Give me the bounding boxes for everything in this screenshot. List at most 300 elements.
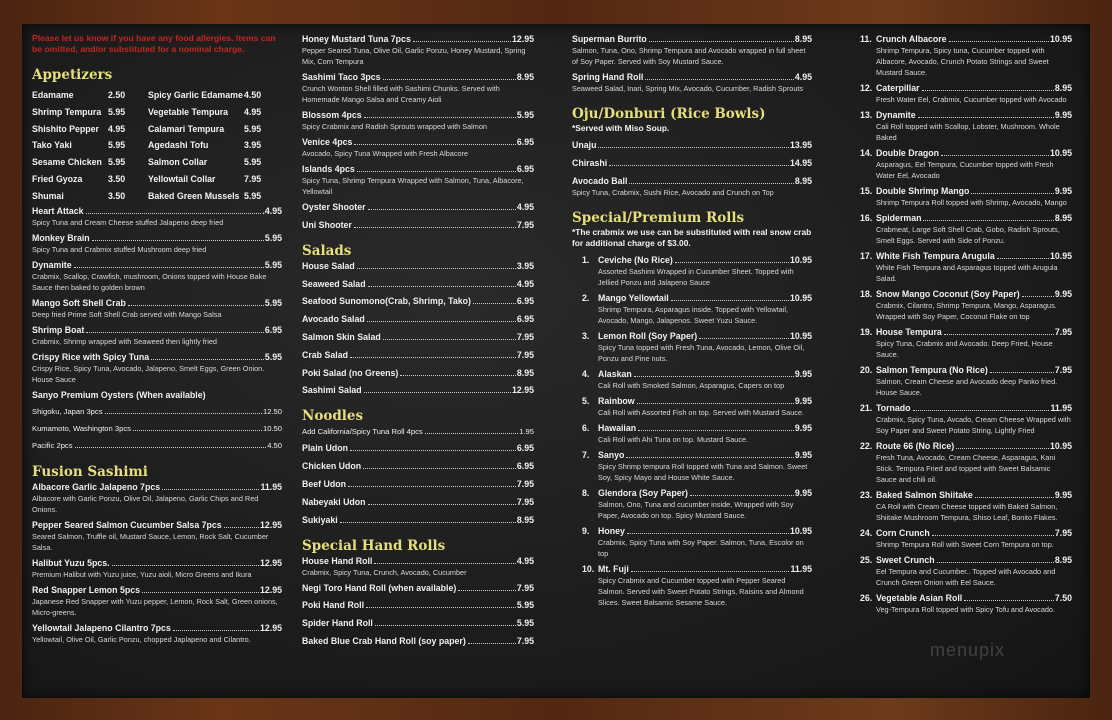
item-name: Negi Toro Hand Roll (when available) — [302, 582, 457, 593]
item-price: 6.95 — [264, 324, 282, 335]
item-price: 2.50 — [108, 90, 126, 100]
item-description: Spicy Crabmix and Cucumber topped with Pepper Seared Salmon. Served with Sweet Potato Strings, Raisins and Almond Slices. Sweet Balsamic Sesame Sauce. — [598, 575, 804, 607]
item-price: 10.95 — [1049, 34, 1072, 44]
item-price: 12.95 — [259, 557, 282, 568]
item-number: 21. — [860, 403, 873, 413]
dot-leader — [627, 533, 789, 534]
dot-leader — [367, 321, 516, 322]
item-title-row — [876, 82, 1072, 94]
item-number: 1. — [582, 254, 590, 265]
menu-item — [850, 82, 1072, 105]
item-price: 12.95 — [511, 34, 534, 44]
item-title-row — [876, 185, 1072, 197]
item-name: Blossom 4pcs — [302, 110, 362, 120]
item-name: Sanyo Premium Oysters (When available) — [32, 389, 206, 400]
item-title-row — [876, 147, 1072, 159]
item-name: Shrimp Boat — [32, 324, 85, 335]
item-name: Nabeyaki Udon — [302, 496, 366, 507]
item-price: 8.95 — [1054, 555, 1072, 565]
menu-item — [32, 584, 282, 618]
item-price: 6.95 — [516, 314, 534, 325]
item-name: Shumai — [32, 190, 64, 201]
menu-item — [32, 351, 282, 385]
item-name: Yellowtail Collar — [148, 173, 216, 184]
item-name: Ceviche (No Rice) — [598, 254, 673, 265]
menu-item — [32, 297, 282, 320]
item-price: 9.95 — [794, 368, 812, 379]
item-body — [598, 330, 812, 364]
item-price: 7.95 — [516, 331, 534, 342]
item-body — [876, 33, 1072, 78]
item-description: Salmon, Tuna, Ono, Shrimp Tempura and Avocado wrapped in full sheet of Soy Paper. Served with Soy Mustard Sauce. — [572, 46, 806, 66]
item-description: Spicy Crabmix and Radish Sprouts wrapped with Salmon — [302, 122, 487, 131]
item-body — [876, 592, 1072, 615]
section-heading: Noodles — [302, 408, 364, 425]
menu-item — [32, 519, 282, 553]
item-title-row — [32, 324, 282, 336]
menu-item — [572, 71, 812, 94]
section-heading: Oju/Donburi (Rice Bowls) — [572, 106, 766, 122]
menu-item — [302, 331, 534, 343]
item-title-row — [598, 254, 812, 266]
dot-leader — [949, 41, 1049, 42]
item-title-row — [302, 635, 534, 647]
dot-leader — [944, 334, 1054, 335]
item-body — [598, 368, 812, 391]
item-name: House Hand Roll — [302, 555, 373, 566]
menu-item — [302, 617, 534, 629]
menu-item — [302, 460, 534, 472]
item-price: 5.95 — [108, 157, 126, 168]
item-number: 5. — [582, 395, 590, 406]
item-description: Veg-Tempura Roll topped with Spicy Tofu and Avocado. — [876, 605, 1056, 614]
item-title-row — [572, 157, 812, 169]
dot-leader — [458, 590, 516, 591]
item-name: Baked Blue Crab Hand Roll (soy paper) — [302, 635, 466, 646]
dot-leader — [918, 117, 1054, 118]
allergy-notice: Please let us know if you have any food allergies. Items can be omitted, and/or substituted for a nominal charge. — [32, 33, 276, 54]
item-number: 17. — [860, 251, 873, 261]
dot-leader — [128, 305, 264, 306]
item-body — [876, 554, 1072, 588]
item-body — [876, 212, 1072, 246]
item-price: 5.95 — [264, 297, 282, 308]
item-title-row — [32, 584, 282, 596]
item-description: White Fish Tempura and Asparagus topped with Arugula Salad. — [876, 263, 1058, 283]
item-price: 3.50 — [108, 173, 126, 184]
item-price: 12.95 — [259, 519, 282, 530]
item-price: 5.95 — [516, 600, 534, 611]
section-note: *Served with Miso Soup. — [572, 123, 670, 133]
dot-leader — [609, 165, 789, 166]
item-price: 9.95 — [794, 422, 812, 433]
item-title-row — [32, 232, 282, 244]
dot-leader — [932, 535, 1054, 536]
item-price: 12.95 — [259, 622, 282, 633]
menu-item — [572, 157, 812, 169]
item-name: Pepper Seared Salmon Cucumber Salsa 7pcs — [32, 519, 222, 530]
item-name: Albacore Garlic Jalapeno 7pcs — [32, 481, 161, 492]
item-name: Halibut Yuzu 5pcs. — [32, 557, 110, 568]
menu-item — [32, 557, 282, 580]
item-name: Baked Salmon Shiitake — [876, 490, 973, 500]
item-name: Crab Salad — [302, 349, 348, 360]
item-price: 8.95 — [516, 514, 534, 525]
item-description: Shrimp Tempura, Spicy tuna, Cucumber topped with Albacore, Avocado, Crunch Potato Strings and Sweet Mustard Sauce. — [876, 46, 1049, 77]
item-description: Crispy Rice, Spicy Tuna, Avocado, Jalapeno, Smelt Eggs, Green Onion. House Sauce — [32, 363, 265, 384]
item-description: Seaweed Salad, Inari, Spring Mix, Avocado, Cucumber, Radish Sprouts — [572, 84, 804, 93]
item-price: 5.95 — [516, 110, 534, 120]
item-price: 12.95 — [511, 385, 534, 396]
item-price: 14.95 — [789, 157, 812, 168]
menu-item — [572, 139, 812, 151]
item-description: Crabmix, Spicy Tuna, Avcado, Cream Cheese Wrapped with Soy Paper and Sweet Potato String, Lightly Fried — [876, 415, 1071, 435]
item-name: Mango Yellowtail — [598, 292, 669, 303]
item-title-row — [598, 563, 812, 575]
dot-leader — [964, 600, 1054, 601]
item-price: 7.95 — [516, 478, 534, 489]
dot-leader — [86, 332, 264, 333]
item-description: Fresh Tuna, Avocado, Cream Cheese, Asparagus, Kani Stick. Tempura Fried and topped with Sweet Balsamic Sauce and chili oil. — [876, 453, 1056, 484]
item-description: Shrimp Tempura Roll with Sweet Corn Tempura on top. — [876, 540, 1054, 549]
item-name: Sanyo — [598, 449, 625, 460]
item-number: 11. — [860, 34, 872, 44]
item-price: 4.95 — [244, 106, 262, 117]
item-name: Salmon Skin Salad — [302, 331, 381, 342]
item-name: Baked Green Mussels — [148, 190, 240, 201]
item-name: Double Shrimp Mango — [876, 186, 970, 196]
item-price: 9.95 — [794, 487, 812, 498]
item-title-row — [876, 440, 1072, 452]
item-price: 3.50 — [108, 190, 126, 201]
menu-item — [572, 487, 812, 521]
item-body — [876, 527, 1072, 550]
dot-leader — [626, 457, 793, 458]
item-name: Vegetable Asian Roll — [876, 593, 963, 603]
item-price: 4.95 — [108, 123, 126, 134]
item-title-row — [302, 425, 534, 438]
dot-leader — [425, 433, 519, 434]
item-number: 9. — [582, 525, 590, 536]
dot-leader — [629, 183, 793, 184]
menu-item — [32, 481, 282, 515]
item-body — [876, 489, 1072, 523]
menu-item — [850, 288, 1072, 322]
menu-item — [572, 449, 812, 483]
item-price: 4.50 — [267, 440, 282, 450]
item-name: Shishito Pepper — [32, 123, 99, 134]
section-note: *The crabmix we use can be substituted with real snow crab for additional charge of $3.00. — [572, 226, 812, 248]
item-title-row — [302, 278, 534, 290]
item-description: Spicy Tuna, Crabmix and Avocado. Deep Fried, House Sauce. — [876, 339, 1053, 359]
item-title-row — [876, 554, 1072, 566]
menu-item — [302, 635, 534, 647]
item-description: Premium Halibut with Yuzu juice, Yuzu aioli, Micro Greens and Ikura — [32, 569, 252, 579]
item-price: 3.95 — [516, 260, 534, 271]
menu-item — [302, 136, 534, 159]
item-title-row — [876, 250, 1072, 262]
item-price: 8.95 — [794, 34, 812, 44]
item-description: Cali Roll topped with Scallop, Lobster, Mushroom. Whole Baked — [876, 122, 1060, 142]
item-title-row — [572, 33, 812, 45]
menu-item — [850, 185, 1072, 208]
menu-item — [302, 33, 534, 67]
menu-item — [302, 496, 534, 508]
menu-item — [32, 232, 282, 255]
item-title-row — [302, 219, 534, 231]
item-title-row — [32, 622, 282, 634]
dot-leader — [638, 430, 794, 431]
item-description: Spicy Tuna, Shrimp Tempura Wrapped with Salmon, Tuna, Albacore, Yellowtail — [302, 176, 524, 196]
item-price: 5.95 — [264, 351, 282, 362]
item-price: 11.95 — [790, 563, 812, 574]
item-title-row — [32, 297, 282, 309]
item-name: Unaju — [572, 140, 597, 150]
item-name: Heart Attack — [32, 205, 84, 216]
item-title-row — [598, 487, 812, 499]
item-name: Chicken Udon — [302, 461, 362, 472]
dot-leader — [997, 258, 1049, 259]
item-title-row — [598, 449, 812, 461]
menu-item — [302, 599, 534, 611]
menu-subitem — [32, 439, 282, 452]
item-name: House Salad — [302, 260, 355, 271]
dot-leader — [86, 213, 262, 214]
item-name: Sesame Chicken — [32, 157, 102, 168]
item-price: 6.95 — [516, 164, 534, 174]
item-number: 3. — [582, 330, 590, 341]
menu-item — [302, 201, 534, 213]
item-description: Spicy Tuna and Crabmix stuffed Mushroom deep fried — [32, 244, 207, 254]
item-number: 16. — [860, 213, 873, 223]
item-price: 9.95 — [1054, 110, 1072, 120]
item-title-row — [598, 525, 812, 537]
item-name: Fried Gyoza — [32, 173, 83, 184]
item-name: Poki Hand Roll — [302, 600, 365, 611]
item-price: 5.95 — [516, 618, 534, 629]
item-title-row — [302, 295, 534, 307]
item-title-row — [302, 460, 534, 472]
item-name: Tako Yaki — [32, 140, 72, 151]
item-title-row — [302, 260, 534, 272]
item-name: Sweet Crunch — [876, 555, 935, 565]
dot-leader — [631, 571, 790, 572]
menu-item — [850, 33, 1072, 78]
item-number: 22. — [860, 441, 873, 451]
item-price: 1.95 — [519, 427, 534, 437]
menu-item — [572, 525, 812, 559]
item-name: Sashimi Salad — [302, 385, 362, 396]
item-name: House Tempura — [876, 327, 942, 337]
item-title-row — [876, 288, 1072, 300]
item-title-row — [598, 292, 812, 304]
menu-item — [302, 582, 534, 594]
dot-leader — [74, 267, 264, 268]
menu-column-4 — [850, 33, 1072, 619]
item-description: Cali Roll with Smoked Salmon, Asparagus, Capers on top — [598, 380, 785, 390]
item-title-row — [876, 402, 1072, 414]
dot-leader — [92, 240, 264, 241]
item-price: 12.50 — [262, 406, 282, 416]
item-name: Avocado Salad — [302, 314, 365, 325]
item-description: Crabmeat, Large Soft Shell Crab, Gobo, Radish Sprouts, Smelt Eggs. Served with Side of Ponzu. — [876, 225, 1060, 245]
dot-leader — [699, 338, 789, 339]
item-price: 4.95 — [794, 72, 812, 82]
item-number: 18. — [860, 289, 873, 299]
item-price: 5.95 — [108, 140, 126, 151]
item-name: Hawaiian — [598, 422, 637, 433]
dot-leader — [1022, 296, 1054, 297]
item-description: Spicy Tuna topped with Fresh Tuna, Avocado, Lemon, Olive Oil, Ponzu and Pine nuts. — [598, 342, 805, 363]
item-price: 9.95 — [1054, 289, 1072, 299]
item-description: Seared Salmon, Truffle oil, Mustard Sauce, Lemon, Rock Salt, Cucumber Salsa. — [32, 531, 269, 552]
dot-leader — [133, 430, 262, 431]
item-description: Asparagus, Eel Tempura, Cucumber topped with Fresh Water Eel, Avocado — [876, 160, 1054, 180]
menu-item — [572, 395, 812, 418]
item-name: Tornado — [876, 403, 911, 413]
item-price: 7.95 — [516, 349, 534, 360]
item-price: 9.95 — [794, 449, 812, 460]
item-title-row — [302, 478, 534, 490]
item-name: Plain Udon — [302, 443, 348, 454]
item-price: 6.95 — [516, 443, 534, 454]
menu-item — [572, 330, 812, 364]
item-title-row — [32, 422, 282, 435]
dot-leader — [364, 117, 516, 118]
item-body — [876, 364, 1072, 398]
menu-subitem — [32, 405, 282, 418]
item-name: Vegetable Tempura — [148, 106, 229, 117]
item-title-row — [876, 527, 1072, 539]
menu-item — [32, 389, 282, 401]
dot-leader — [990, 372, 1054, 373]
item-price: 5.95 — [264, 232, 282, 243]
item-number: 6. — [582, 422, 590, 433]
item-price: 5.95 — [264, 259, 282, 270]
item-name: Monkey Brain — [32, 232, 90, 243]
menu-item — [302, 555, 534, 578]
item-price: 6.95 — [516, 461, 534, 472]
item-price: 5.95 — [244, 190, 262, 201]
dot-leader — [400, 375, 516, 376]
item-title-row — [302, 331, 534, 343]
section-heading: Special Hand Rolls — [302, 537, 446, 554]
item-description: Salmon, Cream Cheese and Avocado deep Panko fried. House Sauce. — [876, 377, 1058, 397]
item-price: 4.95 — [516, 278, 534, 289]
item-price: 6.95 — [516, 296, 534, 307]
item-price: 7.95 — [516, 582, 534, 593]
dot-leader — [375, 625, 516, 626]
dot-leader — [366, 607, 516, 608]
item-price: 10.95 — [1049, 441, 1072, 451]
item-name: Oyster Shooter — [302, 202, 366, 212]
menupix-watermark: menupix — [930, 640, 1006, 660]
menu-item — [32, 259, 282, 293]
dot-leader — [75, 447, 267, 448]
menu-item — [572, 292, 812, 326]
menu-item — [850, 364, 1072, 398]
item-name: Caterpillar — [876, 83, 920, 93]
item-description: Spicy Shrimp tempura Roll topped with Tuna and Salmon. Sweet Soy, Spicy Mayo and House White Sauce. — [598, 461, 808, 482]
menu-item — [302, 109, 534, 132]
item-body — [876, 288, 1072, 322]
item-name: Seaweed Salad — [302, 278, 366, 289]
item-number: 4. — [582, 368, 590, 379]
dot-leader — [923, 220, 1053, 221]
item-title-row — [598, 368, 812, 380]
menu-column-1 — [32, 33, 282, 649]
item-description: Assorted Sashimi Wrapped in Cucumber Sheet. Topped with Jellied Ponzu and Jalapeno Sauce — [598, 266, 794, 287]
item-description: Crabmix, Spicy Tuna with Soy Paper. Salmon, Tuna, Escolor on top — [598, 537, 804, 558]
item-title-row — [32, 259, 282, 271]
item-description: Crabmix, Spicy Tuna, Crunch, Avocado, Cucumber — [302, 567, 467, 577]
item-description: Fresh Water Eel, Crabmix, Cucumber topped with Avocado — [876, 95, 1067, 104]
item-body — [598, 254, 812, 288]
item-description: Cali Roll with Assorted Fish on top. Served with Mustard Sauce. — [598, 407, 805, 417]
item-title-row — [32, 481, 282, 493]
item-price: 7.95 — [244, 173, 262, 184]
item-price: 5.95 — [244, 157, 262, 168]
item-price: 7.95 — [516, 635, 534, 646]
item-name: Double Dragon — [876, 148, 940, 158]
item-name: Route 66 (No Rice) — [876, 441, 955, 451]
item-title-row — [302, 136, 534, 148]
item-price: 3.95 — [244, 140, 262, 151]
item-body — [598, 449, 812, 483]
item-number: 2. — [582, 292, 590, 303]
item-body — [598, 395, 812, 418]
item-name: Seafood Sunomono(Crab, Shrimp, Tako) — [302, 296, 471, 307]
menu-subitem — [32, 422, 282, 435]
menu-item — [572, 422, 812, 445]
item-price: 8.95 — [516, 72, 534, 82]
menu-item — [850, 147, 1072, 181]
item-description: Shrimp Tempura Roll topped with Shrimp, Avocado, Mango — [876, 198, 1067, 207]
item-description: Japanese Red Snapper with Yuzu pepper, Lemon, Rock Salt, Green onions, Micro-greens. — [32, 596, 278, 617]
item-title-row — [876, 364, 1072, 376]
item-price: 4.50 — [244, 90, 262, 100]
menu-item — [572, 563, 812, 608]
item-price: 7.95 — [516, 496, 534, 507]
dot-leader — [922, 90, 1054, 91]
dot-leader — [173, 630, 259, 631]
item-title-row — [598, 395, 812, 407]
dot-leader — [368, 209, 516, 210]
item-description: Crabmix, Shrimp wrapped with Seaweed then lightly fried — [32, 336, 217, 346]
dot-leader — [941, 155, 1049, 156]
menu-item — [302, 295, 534, 307]
menu-item — [850, 489, 1072, 523]
item-name: Kumamoto, Washington 3pcs — [32, 423, 131, 433]
item-title-row — [876, 33, 1072, 45]
item-title-row — [32, 519, 282, 531]
item-name: Lemon Roll (Soy Paper) — [598, 330, 698, 341]
menu-item — [302, 478, 534, 490]
item-price: 10.95 — [1049, 148, 1072, 158]
item-title-row — [876, 592, 1072, 604]
item-title-row — [302, 349, 534, 361]
dot-leader — [368, 286, 516, 287]
section-heading: Appetizers — [32, 67, 113, 83]
item-name: Mt. Fuji — [598, 563, 629, 574]
item-name: Honey — [598, 525, 625, 536]
dot-leader — [413, 41, 511, 42]
item-title-row — [598, 330, 812, 342]
item-name: Avocado Ball — [572, 175, 628, 186]
dot-leader — [357, 268, 516, 269]
item-title-row — [32, 439, 282, 452]
item-title-row — [302, 599, 534, 611]
